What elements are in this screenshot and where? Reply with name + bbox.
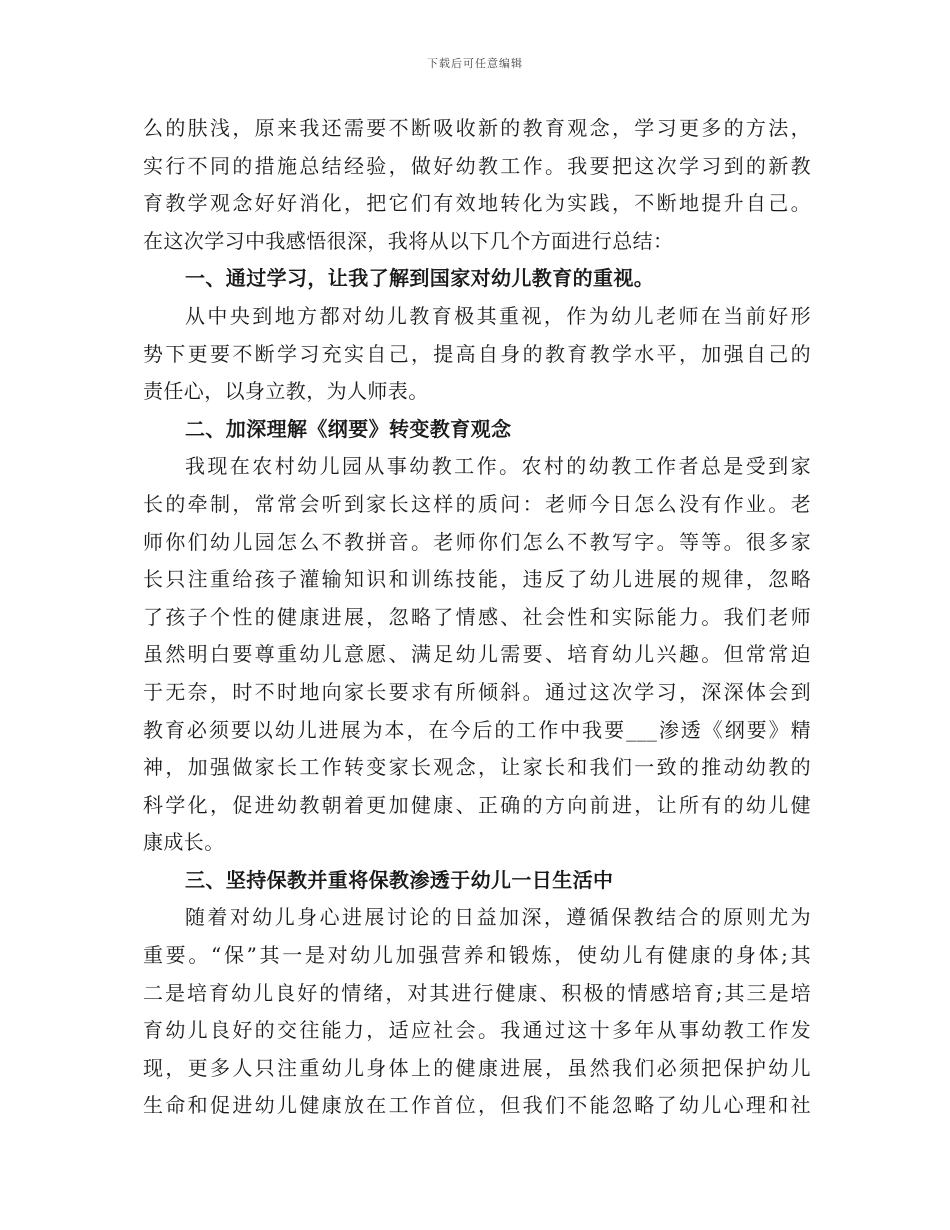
text-line: 我现在农村幼儿园从事幼教工作。农村的幼教工作者总是受到家 [185, 454, 811, 479]
text-line: 实行不同的措施总结经验，做好幼教工作。我要把这次学习到的新教 [143, 153, 811, 178]
text-line: 虽然明白要尊重幼儿意愿、满足幼儿需要、培育幼儿兴趣。但常常迫 [143, 642, 811, 667]
text-line: 从中央到地方都对幼儿教育极其重视，作为幼儿老师在当前好形 [185, 303, 811, 328]
text-line: 康成长。 [143, 830, 225, 855]
text-line: 二是培育幼儿良好的情绪，对其进行健康、积极的情感培育;其三是培 [143, 980, 811, 1005]
text-line: 育幼儿良好的交往能力，适应社会。我通过这十多年从事幼教工作发 [143, 1018, 811, 1043]
text-line: 势下更要不断学习充实自己，提高自身的教育教学水平，加强自己的 [143, 341, 811, 366]
text-line: 在这次学习中我感悟很深，我将从以下几个方面进行总结： [143, 228, 674, 253]
document-body [143, 110, 811, 1125]
text-line: 重要。“保”其一是对幼儿加强营养和锻炼，使幼儿有健康的身体;其 [143, 943, 811, 968]
text-line: 神，加强做家长工作转变家长观念，让家长和我们一致的推动幼教的 [143, 755, 811, 780]
text-line: 随着对幼儿身心进展讨论的日益加深，遵循保教结合的原则尤为 [185, 905, 811, 930]
text-line: 了孩子个性的健康进展，忽略了情感、社会性和实际能力。我们老师 [143, 604, 811, 629]
page-header: 下载后可任意编辑 [427, 57, 523, 70]
text-line: 科学化，促进幼教朝着更加健康、正确的方向前进，让所有的幼儿健 [143, 792, 811, 817]
text-line: 育教学观念好好消化，把它们有效地转化为实践，不断地提升自己。 [143, 191, 811, 216]
text-line: 师你们幼儿园怎么不教拼音。老师你们怎么不教写字。等等。很多家 [143, 529, 811, 554]
text-line: 教育必须要以幼儿进展为本，在今后的工作中我要___渗透《纲要》精 [143, 717, 811, 742]
text-line: 责任心，以身立教，为人师表。 [143, 379, 429, 404]
section-heading: 一、通过学习，让我了解到国家对幼儿教育的重视。 [185, 266, 655, 291]
text-line: 长的牵制，常常会听到家长这样的质问：老师今日怎么没有作业。老 [143, 491, 811, 516]
text-line: 现，更多人只注重幼儿身体上的健康进展，虽然我们必须把保护幼儿 [143, 1055, 811, 1080]
text-line: 么的肤浅，原来我还需要不断吸收新的教育观念，学习更多的方法， [143, 116, 811, 140]
text-line: 生命和促进幼儿健康放在工作首位，但我们不能忽略了幼儿心理和社 [143, 1093, 811, 1118]
section-heading: 三、坚持保教并重将保教渗透于幼儿一日生活中 [185, 867, 614, 892]
section-heading: 二、加深理解《纲要》转变教育观念 [185, 416, 512, 441]
text-line: 于无奈，时不时地向家长要求有所倾斜。通过这次学习，深深体会到 [143, 679, 811, 704]
text-line: 长只注重给孩子灌输知识和训练技能，违反了幼儿进展的规律，忽略 [143, 567, 811, 592]
